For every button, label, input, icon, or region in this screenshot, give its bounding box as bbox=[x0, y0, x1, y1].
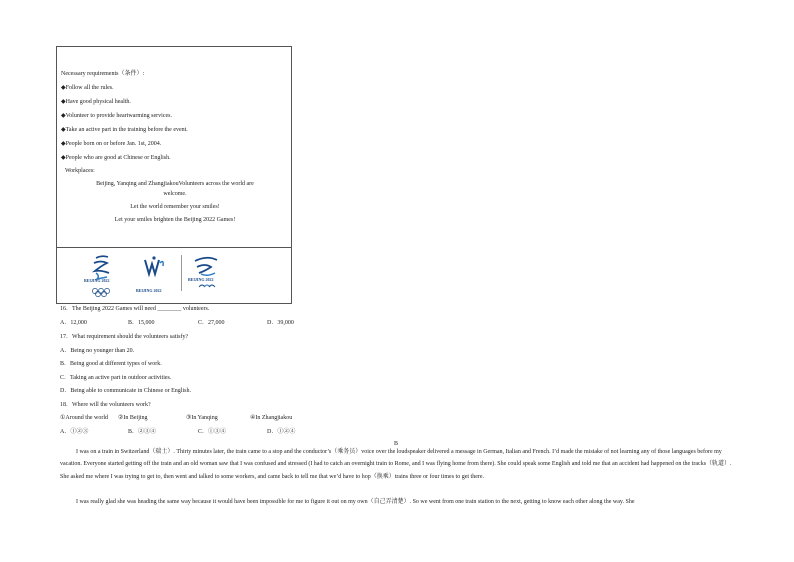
requirement-item: ◆Have good physical health. bbox=[61, 99, 131, 105]
logo-caption: BEIJING 2022 bbox=[136, 288, 162, 293]
logo-caption: BEIJING 2022 bbox=[84, 278, 110, 283]
closing-line: Beijing, Yanqing and ZhangjiakouVolunteers across the world are bbox=[96, 181, 254, 187]
requirements-heading: Necessary requirements（条件）: bbox=[61, 71, 145, 77]
question-option: A．Being no younger than 20. bbox=[60, 348, 135, 354]
workplaces-label: Workplaces: bbox=[65, 168, 95, 174]
closing-line: welcome. bbox=[163, 191, 187, 197]
question-option: D．①②④ bbox=[267, 429, 296, 435]
question-stem: 17．What requirement should the volunteers satisfy? bbox=[60, 334, 189, 340]
requirement-item: ◆Take an active part in the training before the event. bbox=[61, 127, 188, 133]
question-option: A．①②③ bbox=[60, 429, 89, 435]
question-stem: 18．Where will the volunteers work? bbox=[60, 402, 151, 408]
closing-line: Let your smiles brighten the Beijing 2022 Games! bbox=[114, 217, 236, 223]
question-option: B．Being good at different types of work. bbox=[60, 361, 162, 367]
closing-line: Let the world remember your smiles! bbox=[130, 204, 220, 210]
passage-paragraph: I was really glad she was heading the same way because it would have been impossible for me to figure it out on my own（自己弄清楚）. So we went from one train station to the next, getting to know each other along the way. She bbox=[76, 499, 635, 505]
question-choice: ①Around the world bbox=[60, 415, 109, 421]
volunteer-notice-box bbox=[56, 46, 292, 304]
question-option: A．12,000 bbox=[60, 320, 87, 326]
question-option: C．27,000 bbox=[198, 320, 225, 326]
requirement-item: ◆Follow all the rules. bbox=[61, 85, 114, 91]
beijing-2022-paralympic-emblem-icon bbox=[187, 253, 225, 297]
requirement-item: ◆People born on or before Jan. 1st, 2004. bbox=[61, 141, 162, 147]
passage-paragraph: I was on a train in Switzerland（瑞士）. Thirty minutes later, the train came to a stop and the conductor’s（乘务员）voice over the loudspeaker delivered a message in German, Italian and French. I’d made the mistake of not learning any of those languages before my vacation. Everyone started getting off the train and an old woman saw that I was confused and stressed (I had to catch an overnight train to Rome, and I was flying home from there). She could speak some English and told me that an accident had happened on the tracks（轨道）. She asked me where I was trying to get to, then went and talked to some workers, and came back to tell me that we’d have to hop（换乘）trains three or four times to get there. bbox=[60, 449, 732, 480]
section-label: B bbox=[394, 441, 399, 447]
requirement-item: ◆People who are good at Chinese or English. bbox=[61, 155, 171, 161]
question-stem: 16．The Beijing 2022 Games will need ________ volunteers. bbox=[60, 306, 210, 312]
logo-caption: BEIJING 2022 bbox=[188, 277, 214, 282]
question-option: B．15,000 bbox=[128, 320, 155, 326]
logo-separator bbox=[181, 255, 182, 291]
notice-divider bbox=[57, 247, 291, 248]
beijing-2022-volunteer-emblem-icon bbox=[139, 254, 169, 280]
question-choice: ②In Beijing bbox=[118, 415, 148, 421]
question-option: B．②③④ bbox=[128, 429, 157, 435]
question-option: D．39,000 bbox=[267, 320, 294, 326]
question-option: C．①③④ bbox=[198, 429, 227, 435]
beijing-2022-olympic-emblem-icon bbox=[85, 253, 119, 299]
requirement-item: ◆Volunteer to provide heartwarming services. bbox=[61, 113, 172, 119]
question-option: D．Being able to communicate in Chinese or English. bbox=[60, 388, 191, 394]
question-option: C．Taking an active part in outdoor activities. bbox=[60, 375, 172, 381]
question-choice: ③In Yanqing bbox=[186, 415, 218, 421]
question-choice: ④In Zhangjiakou bbox=[250, 415, 293, 421]
